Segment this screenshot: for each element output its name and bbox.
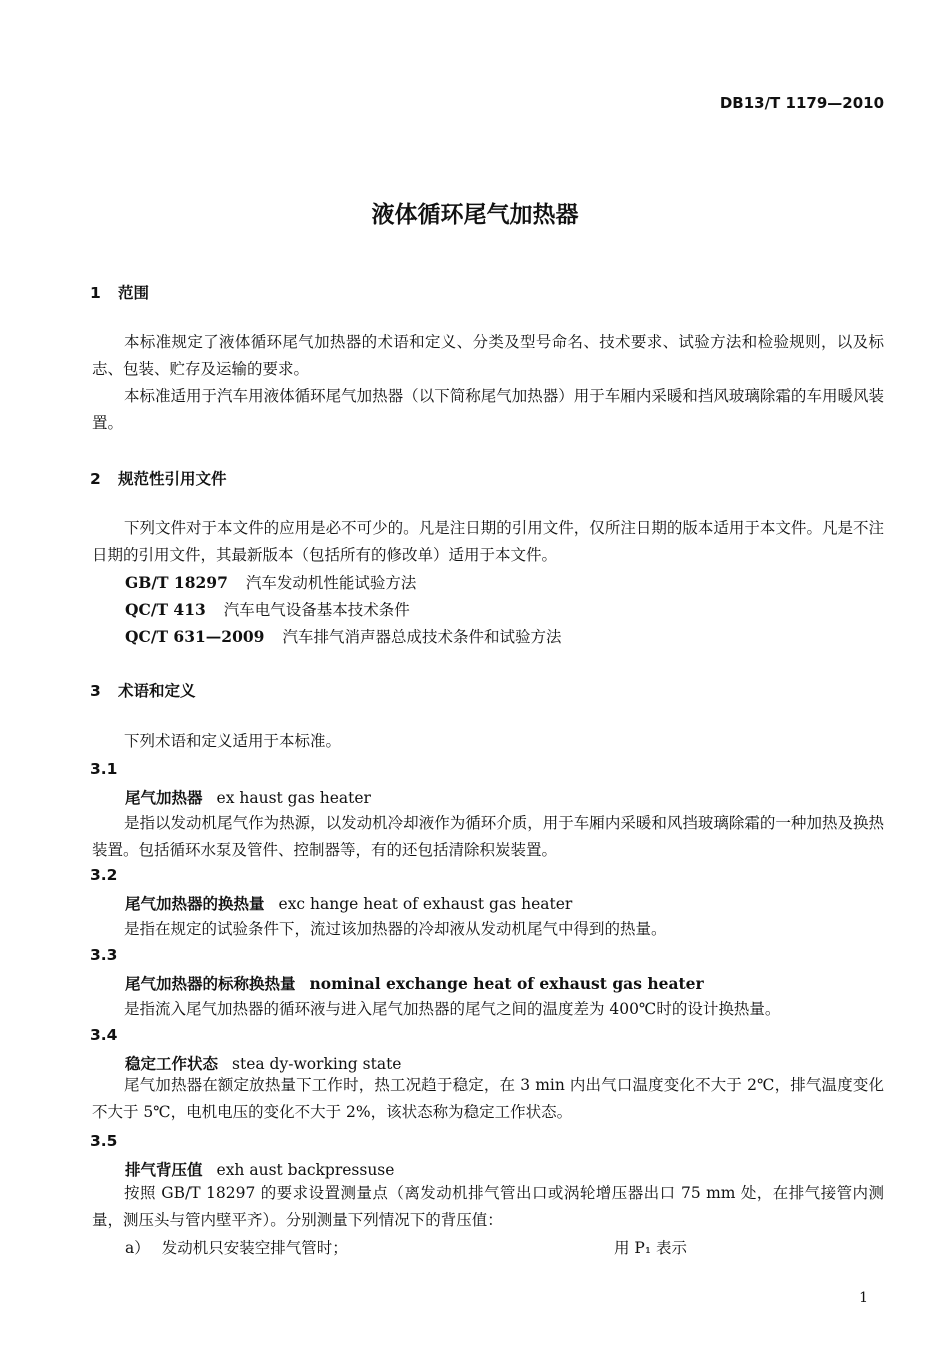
term-heading — [125, 1052, 401, 1074]
section-3-heading — [90, 679, 196, 701]
term-heading — [125, 892, 572, 914]
page-number: 1 — [859, 1290, 868, 1306]
term-en: exh aust backpressuse — [216, 1161, 395, 1179]
clause-number: 3.2 — [90, 866, 118, 884]
list-label: a） — [125, 1239, 150, 1257]
term-zh: 稳定工作状态 — [125, 1054, 219, 1073]
clause-number: 3.5 — [90, 1132, 118, 1150]
section-1-paragraph-2: 本标准适用于汽车用液体循环尾气加热器（以下简称尾气加热器）用于车厢内采暖和挡风玻璃除霜的车用暖风装置。 — [92, 387, 884, 432]
term-en: ex haust gas heater — [216, 789, 371, 807]
clause-number: 3.4 — [90, 1026, 118, 1044]
term-en: exc hange heat of exhaust gas heater — [278, 895, 573, 913]
list-note: 用 P₁ 表示 — [614, 1239, 687, 1257]
reference-code: QC/T 413 — [125, 600, 206, 619]
term-definition: 是指流入尾气加热器的循环液与进入尾气加热器的尾气之间的温度差为 400℃时的设计换热量。 — [124, 1000, 781, 1018]
reference-title: 汽车发动机性能试验方法 — [245, 574, 417, 592]
section-number: 3 — [90, 682, 101, 700]
term-zh: 排气背压值 — [125, 1160, 203, 1179]
section-number: 1 — [90, 284, 101, 302]
term-en: stea dy-working state — [232, 1055, 402, 1073]
section-title: 术语和定义 — [118, 682, 196, 700]
reference-title: 汽车电气设备基本技术条件 — [223, 601, 410, 619]
term-definition: 尾气加热器在额定放热量下工作时，热工况趋于稳定，在 3 min 内出气口温度变化不大于 2℃，排气温度变化不大于 5℃，电机电压的变化不大于 2%，该状态称为稳定工作状态。 — [92, 1076, 884, 1121]
term-heading — [125, 1158, 394, 1180]
term-heading — [125, 786, 371, 808]
section-2-paragraph: 下列文件对于本文件的应用是必不可少的。凡是注日期的引用文件，仅所注日期的版本适用于本文件。凡是不注日期的引用文件，其最新版本（包括所有的修改单）适用于本文件。 — [92, 519, 884, 564]
term-heading — [125, 972, 704, 994]
reference-item — [125, 598, 410, 620]
reference-item — [125, 571, 416, 593]
reference-code: GB/T 18297 — [125, 573, 228, 592]
section-number: 2 — [90, 470, 101, 488]
list-item — [125, 1236, 687, 1258]
list-text: 发动机只安装空排气管时； — [161, 1239, 348, 1257]
term-zh: 尾气加热器的换热量 — [125, 894, 265, 913]
section-title: 规范性引用文件 — [118, 470, 227, 488]
term-en: nominal exchange heat of exhaust gas heater — [309, 974, 704, 993]
reference-item — [125, 625, 561, 647]
page-title: 液体循环尾气加热器 — [371, 202, 579, 228]
reference-code: QC/T 631—2009 — [125, 627, 265, 646]
section-3-intro: 下列术语和定义适用于本标准。 — [124, 732, 342, 750]
section-1-heading — [90, 281, 149, 303]
term-zh: 尾气加热器的标称换热量 — [125, 974, 296, 993]
section-1-paragraph-1: 本标准规定了液体循环尾气加热器的术语和定义、分类及型号命名、技术要求、试验方法和检验规则，以及标志、包装、贮存及运输的要求。 — [92, 333, 884, 378]
clause-number: 3.1 — [90, 760, 118, 778]
section-2-heading — [90, 467, 227, 489]
term-definition: 是指在规定的试验条件下，流过该加热器的冷却液从发动机尾气中得到的热量。 — [124, 920, 667, 938]
document-number: DB13/T 1179—2010 — [719, 94, 884, 112]
section-title: 范围 — [118, 284, 150, 302]
term-zh: 尾气加热器 — [125, 788, 203, 807]
clause-number: 3.3 — [90, 946, 118, 964]
reference-title: 汽车排气消声器总成技术条件和试验方法 — [282, 628, 562, 646]
term-definition: 按照 GB/T 18297 的要求设置测量点（离发动机排气管出口或涡轮增压器出口 75 mm 处，在排气接管内测量，测压头与管内壁平齐）。分别测量下列情况下的背压值： — [92, 1184, 884, 1229]
term-definition: 是指以发动机尾气作为热源，以发动机冷却液作为循环介质，用于车厢内采暖和风挡玻璃除霜的一种加热及换热装置。包括循环水泵及管件、控制器等，有的还包括清除积炭装置。 — [92, 814, 884, 859]
